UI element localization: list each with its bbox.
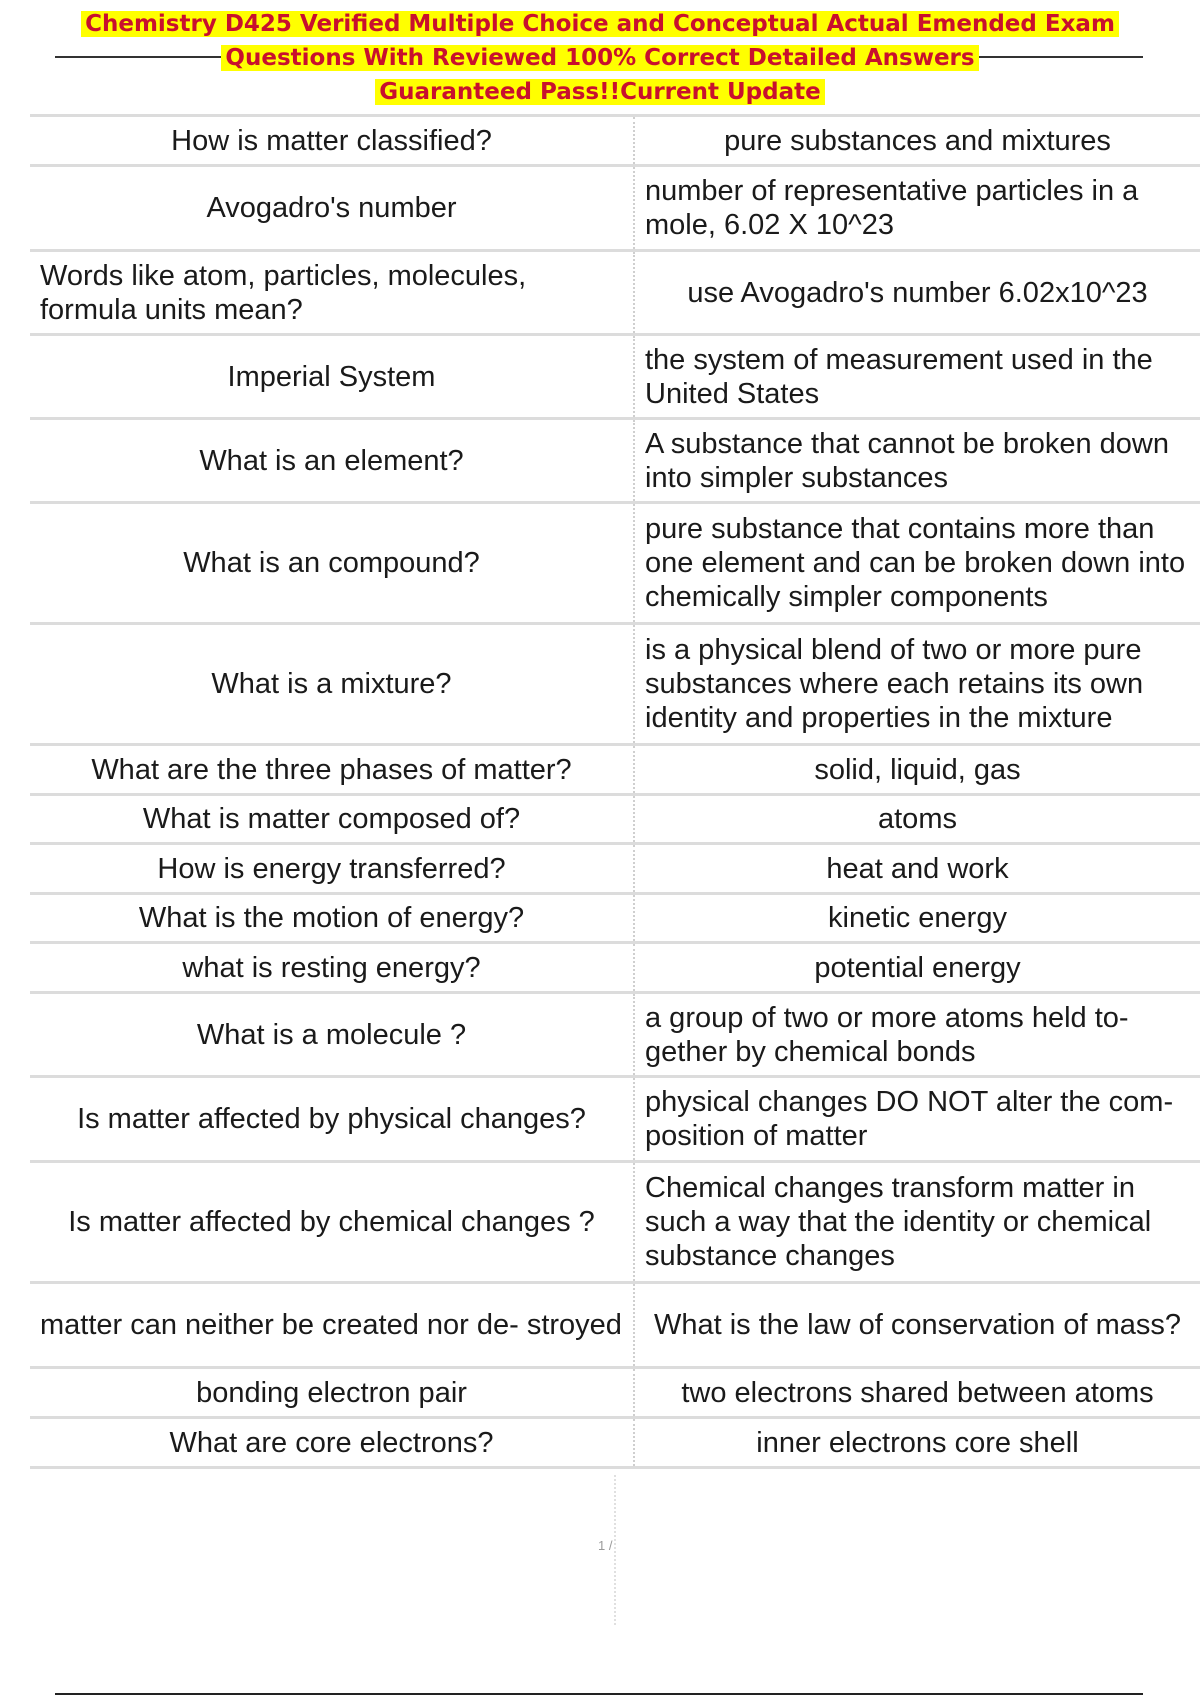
table-row: [30, 166, 1200, 251]
header-title-2: Questions With Reviewed 100% Correct Detailed Answers: [221, 45, 978, 71]
table-row: [30, 993, 1200, 1077]
definition-cell: kinetic energy: [634, 894, 1200, 943]
table-row: [30, 745, 1200, 795]
term-cell: What are the three phases of matter?: [30, 745, 634, 795]
term-cell: Is matter affected by physical changes?: [30, 1077, 634, 1162]
table-row: [30, 894, 1200, 943]
table-row: [30, 116, 1200, 166]
definition-cell: physical changes DO NOT alter the com- position of matter: [634, 1077, 1200, 1162]
term-cell: what is resting energy?: [30, 943, 634, 993]
definition-cell: A substance that cannot be broken down into simpler substances: [634, 419, 1200, 503]
term-cell: What is a molecule ?: [30, 993, 634, 1077]
table-row: [30, 335, 1200, 419]
table-row: [30, 503, 1200, 624]
definition-cell: inner electrons core shell: [634, 1418, 1200, 1468]
definition-cell: Chemical changes transform matter in such a way that the identity or chemical substance changes: [634, 1162, 1200, 1283]
term-cell: What are core electrons?: [30, 1418, 634, 1468]
term-cell: What is matter composed of?: [30, 795, 634, 844]
table-row: [30, 1077, 1200, 1162]
table-row: [30, 1283, 1200, 1368]
term-cell: Avogadro's number: [30, 166, 634, 251]
definition-cell: is a physical blend of two or more pure substances where each retains its own identity and properties in the mixture: [634, 624, 1200, 745]
page-number: 1 /: [598, 1538, 613, 1553]
definition-cell: pure substances and mixtures: [634, 116, 1200, 166]
definition-cell: atoms: [634, 795, 1200, 844]
header-title-3: Guaranteed Pass!!Current Update: [375, 79, 824, 105]
table-row: [30, 943, 1200, 993]
term-cell: What is an compound?: [30, 503, 634, 624]
definition-cell: What is the law of conservation of mass?: [634, 1283, 1200, 1368]
definition-cell: pure substance that contains more than one element and can be broken down into chemically simpler components: [634, 503, 1200, 624]
definition-cell: potential energy: [634, 943, 1200, 993]
column-divider-tail: [614, 1475, 616, 1625]
table-row: [30, 624, 1200, 745]
header-line-3: [0, 75, 1200, 109]
term-cell: matter can neither be created nor de- stroyed: [30, 1283, 634, 1368]
definition-cell: two electrons shared between atoms: [634, 1368, 1200, 1418]
footer-rule: [55, 1693, 1143, 1695]
table-row: [30, 795, 1200, 844]
definition-cell: use Avogadro's number 6.02x10^23: [634, 251, 1200, 335]
term-cell: How is energy transferred?: [30, 844, 634, 894]
table-row: [30, 1368, 1200, 1418]
term-cell: What is a mixture?: [30, 624, 634, 745]
table-row: [30, 1162, 1200, 1283]
definition-cell: the system of measurement used in the United States: [634, 335, 1200, 419]
table-row: [30, 1418, 1200, 1468]
term-cell: What is an element?: [30, 419, 634, 503]
definition-cell: number of representative particles in a mole, 6.02 X 10^23: [634, 166, 1200, 251]
header-title-1: Chemistry D425 Verified Multiple Choice and Conceptual Actual Emended Exam: [81, 11, 1119, 37]
flashcard-table: [30, 114, 1200, 1469]
term-cell: Imperial System: [30, 335, 634, 419]
definition-cell: solid, liquid, gas: [634, 745, 1200, 795]
term-cell: Words like atom, particles, molecules, formula units mean?: [30, 251, 634, 335]
term-cell: Is matter affected by chemical changes ?: [30, 1162, 634, 1283]
table-row: [30, 419, 1200, 503]
table-row: [30, 844, 1200, 894]
term-cell: bonding electron pair: [30, 1368, 634, 1418]
definition-cell: heat and work: [634, 844, 1200, 894]
header-line-1: [0, 7, 1200, 41]
definition-cell: a group of two or more atoms held to- gether by chemical bonds: [634, 993, 1200, 1077]
term-cell: How is matter classified?: [30, 116, 634, 166]
header-line-2: [0, 41, 1200, 75]
table-row: [30, 251, 1200, 335]
term-cell: What is the motion of energy?: [30, 894, 634, 943]
